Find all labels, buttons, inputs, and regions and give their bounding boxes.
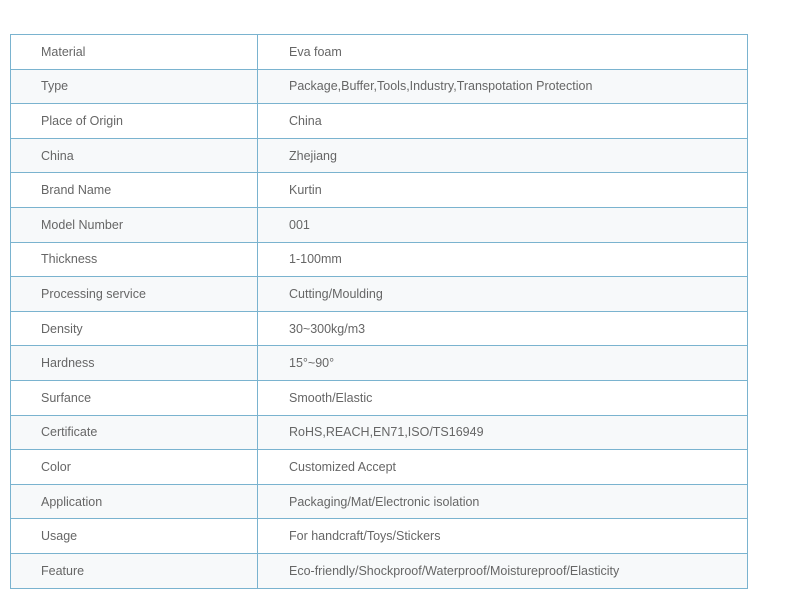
table-row <box>11 484 748 519</box>
spec-key: China <box>11 138 258 173</box>
spec-value: Smooth/Elastic <box>258 380 748 415</box>
table-row <box>11 380 748 415</box>
table-row <box>11 519 748 554</box>
table-row <box>11 173 748 208</box>
spec-key: Usage <box>11 519 258 554</box>
spec-table <box>10 34 748 589</box>
spec-value: For handcraft/Toys/Stickers <box>258 519 748 554</box>
table-row <box>11 242 748 277</box>
table-row <box>11 415 748 450</box>
spec-value: 1-100mm <box>258 242 748 277</box>
table-row <box>11 104 748 139</box>
spec-value: Eco-friendly/Shockproof/Waterproof/Moistureproof/Elasticity <box>258 553 748 588</box>
table-row <box>11 277 748 312</box>
spec-key: Feature <box>11 553 258 588</box>
spec-value: Packaging/Mat/Electronic isolation <box>258 484 748 519</box>
table-row <box>11 450 748 485</box>
table-row <box>11 346 748 381</box>
spec-value: Eva foam <box>258 35 748 70</box>
spec-key: Place of Origin <box>11 104 258 139</box>
spec-key: Processing service <box>11 277 258 312</box>
table-row <box>11 138 748 173</box>
spec-value: RoHS,REACH,EN71,ISO/TS16949 <box>258 415 748 450</box>
spec-value: Zhejiang <box>258 138 748 173</box>
table-row <box>11 553 748 588</box>
spec-key: Material <box>11 35 258 70</box>
table-row <box>11 69 748 104</box>
spec-value: 001 <box>258 207 748 242</box>
table-row <box>11 311 748 346</box>
spec-key: Density <box>11 311 258 346</box>
spec-value: Kurtin <box>258 173 748 208</box>
spec-key: Model Number <box>11 207 258 242</box>
table-row <box>11 35 748 70</box>
spec-value: 15°~90° <box>258 346 748 381</box>
spec-key: Hardness <box>11 346 258 381</box>
spec-key: Brand Name <box>11 173 258 208</box>
spec-key: Application <box>11 484 258 519</box>
spec-value: Cutting/Moulding <box>258 277 748 312</box>
spec-key: Surfance <box>11 380 258 415</box>
spec-value: 30~300kg/m3 <box>258 311 748 346</box>
spec-key: Color <box>11 450 258 485</box>
spec-value: China <box>258 104 748 139</box>
spec-value: Package,Buffer,Tools,Industry,Transpotation Protection <box>258 69 748 104</box>
spec-value: Customized Accept <box>258 450 748 485</box>
spec-key: Thickness <box>11 242 258 277</box>
table-row <box>11 207 748 242</box>
spec-key: Type <box>11 69 258 104</box>
spec-key: Certificate <box>11 415 258 450</box>
